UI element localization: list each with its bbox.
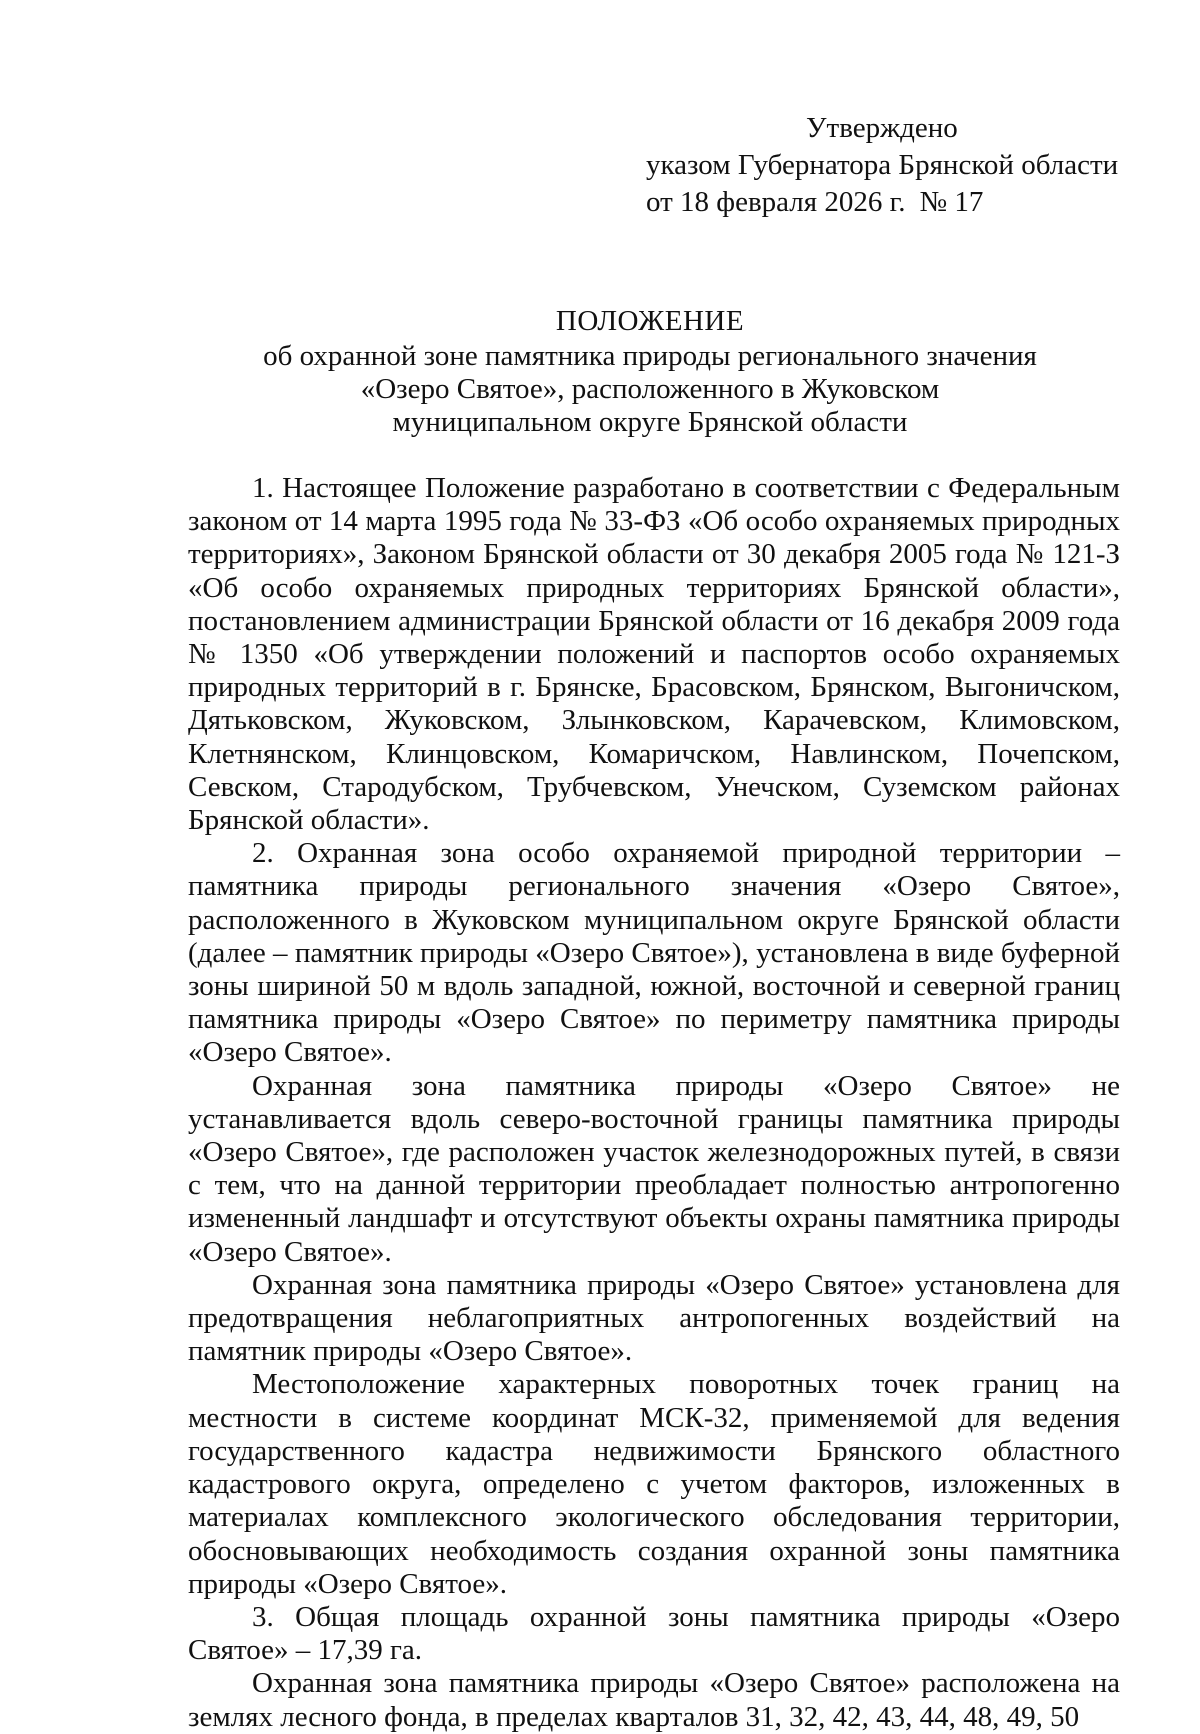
document-title-block — [180, 305, 1120, 439]
paragraph-1: 1. Настоящее Положение разработано в соответствии с Федеральным законом от 14 марта 1995 года № 33-ФЗ «Об особо охраняемых природных территориях», Законом Брянской области от 30 декабря 2005 года № 121-З «Об особо охраняемых природных территориях Брянской области», постановлением администрации Брянской области от 16 декабря 2009 года № 1350 «Об утверждении положений и паспортов особо охраняемых природных территорий в г. Брянске, Брасовском, Брянском, Выгоничском, Дятьковском, Жуковском, Злынковском, Карачевском, Климовском, Клетнянском, Клинцовском, Комаричском, Навлинском, Почепском, Севском, Стародубском, Трубчевском, Унечском, Суземском районах Брянской области». — [188, 472, 1120, 837]
paragraph-3: Охранная зона памятника природы «Озеро Святое» не устанавливается вдоль северо-восточной границы памятника природы «Озеро Святое», где расположен участок железнодорожных путей, в связи с тем, что на данной территории преобладает полностью антропогенно измененный ландшафт и отсутствуют объекты охраны памятника природы «Озеро Святое». — [188, 1069, 1120, 1268]
document-subtitle-line-3: муниципальном округе Брянской области — [392, 406, 908, 438]
document-body — [188, 472, 1120, 1734]
document-subtitle-line-1: об охранной зоне памятника природы регионального значения — [263, 340, 1037, 372]
paragraph-7: Охранная зона памятника природы «Озеро Святое» расположена на землях лесного фонда, в пределах кварталов 31, 32, 42, 43, 44, 48, 49, 50 — [188, 1667, 1120, 1733]
approval-date — [646, 184, 1166, 221]
approval-number: № 17 — [919, 186, 984, 218]
paragraph-4: Охранная зона памятника природы «Озеро Святое» установлена для предотвращения неблагоприятных антропогенных воздействий на памятник природы «Озеро Святое». — [188, 1268, 1120, 1368]
approval-stamp — [646, 110, 1166, 221]
approval-authority: указом Губернатора Брянской области — [646, 149, 1119, 181]
document-subtitle-line-2: «Озеро Святое», расположенного в Жуковском — [360, 373, 940, 405]
paragraph-6: 3. Общая площадь охранной зоны памятника природы «Озеро Святое» – 17,39 га. — [188, 1600, 1120, 1667]
document-title: ПОЛОЖЕНИЕ — [555, 305, 745, 337]
approval-heading: Утверждено — [806, 112, 958, 144]
paragraph-5: Местоположение характерных поворотных точек границ на местности в системе координат МСК-32, применяемой для ведения государственного кадастра недвижимости Брянского областного кадастрового округа, определено с учетом факторов, изложенных в материалах комплексного экологического обследования территории, обосновывающих необходимость создания охранной зоны памятника природы «Озеро Святое». — [188, 1368, 1120, 1600]
approval-date-text: от 18 февраля 2026 г. — [646, 186, 906, 218]
paragraph-2: 2. Охранная зона особо охраняемой природной территории – памятника природы регионального значения «Озеро Святое», расположенного в Жуковском муниципальном округе Брянской области (далее – памятник природы «Озеро Святое»), установлена в виде буферной зоны шириной 50 м вдоль западной, южной, восточной и северной границ памятника природы «Озеро Святое» по периметру памятника природы «Озеро Святое». — [188, 837, 1120, 1069]
